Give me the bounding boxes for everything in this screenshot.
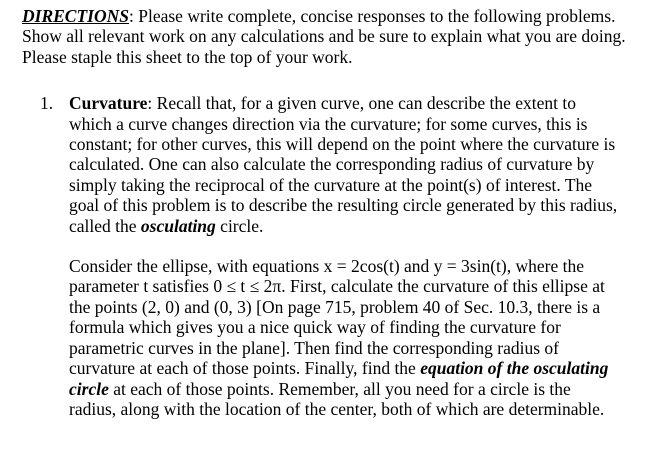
problem-1-paragraph-1 <box>69 93 620 236</box>
problem-number: 1. <box>40 93 54 114</box>
directions-label: DIRECTIONS <box>22 6 129 26</box>
problem-1 <box>40 93 642 419</box>
problem-title-colon: : <box>147 93 153 114</box>
osculating-emphasis: osculating <box>140 215 216 236</box>
problem-1-text-b: circle. <box>215 215 264 236</box>
problem-1-paragraph-2 <box>69 256 620 419</box>
problem-1-p2-text-a: Consider the ellipse, with equations x = 2cos(t) and y = 3sin(t), where the parameter t satisfies 0 ≤ t ≤ 2π. First, calculate the curvature of this ellipse at the points (2, 0) and (0, 3) [On page 715, problem 40 of Sec. 10.3, there is a formula which gives you a nice quick way of finding the curvature for parametric curves in the plane]. Then find the corresponding radius of curvature at each of those points. Finally, find the <box>69 256 605 379</box>
problem-title: Curvature <box>69 93 148 114</box>
directions-section <box>22 6 642 67</box>
problem-1-p2-text-b: at each of those points. Remember, all you need for a circle is the radius, along with the location of the center, both of which are determinable. <box>69 378 605 419</box>
osculating-circle-emphasis: equation of the osculating circle <box>69 358 609 399</box>
directions-paragraph <box>22 6 642 67</box>
directions-colon: : <box>128 6 134 26</box>
problem-1-text-a: Recall that, for a given curve, one can describe the extent to which a curve changes direction via the curvature; for some curves, this is constant; for other curves, this will depend on the point where the curvature is calculated. One can also calculate the corresponding radius of curvature by simply taking the reciprocal of the curvature at the point(s) of interest. The goal of this problem is to describe the resulting circle generated by this radius, called the <box>69 93 618 236</box>
directions-text: Please write complete, concise responses to the following problems. Show all relevant work on any calculations and be sure to explain what you are doing. Please staple this sheet to the top of your work. <box>22 6 626 67</box>
